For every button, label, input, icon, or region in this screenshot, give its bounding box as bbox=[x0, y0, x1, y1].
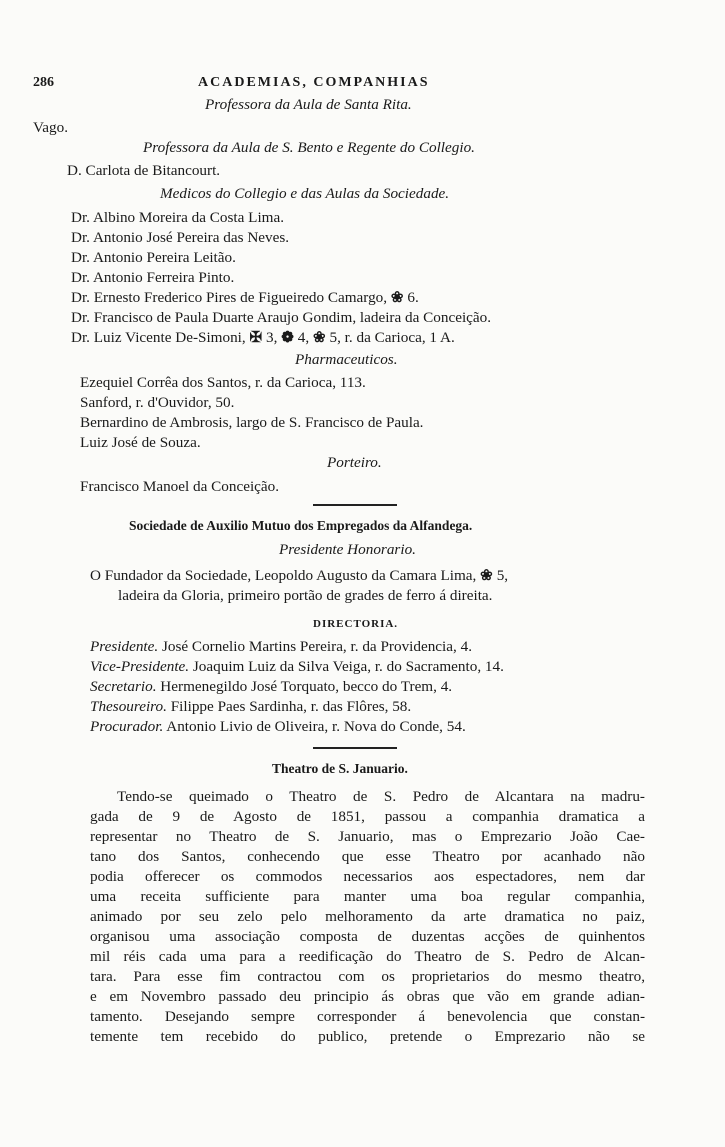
medico-item: Dr. Albino Moreira da Costa Lima. bbox=[71, 209, 285, 226]
maltese-cross-icon: ✠ bbox=[249, 329, 263, 346]
rose-order-icon: ❁ bbox=[281, 329, 294, 346]
pharmaceutico-item: Ezequiel Corrêa dos Santos, r. da Carioca, 113. bbox=[80, 374, 366, 391]
pharmaceutico-item: Luiz José de Souza. bbox=[80, 434, 201, 451]
paragraph-line: podia offerecer os commodos necessarios aos espectadores, nem dar bbox=[90, 868, 645, 885]
directoria-text: José Cornelio Martins Pereira, r. da Providencia, 4. bbox=[161, 638, 472, 655]
paragraph-line: uma receita sufficiente para manter uma boa regular companhia, bbox=[90, 888, 645, 905]
paragraph-line: representar no Theatro de S. Januario, mas o Emprezario João Cae- bbox=[90, 828, 645, 845]
paragraph-line: Tendo-se queimado o Theatro de S. Pedro de Alcantara na madru- bbox=[117, 788, 645, 805]
section-heading-sociedade: Sociedade de Auxilio Mutuo dos Empregados da Alfandega. bbox=[129, 518, 473, 533]
paragraph-line: organisou uma associação composta de duzentas acções de quinhentos bbox=[90, 928, 645, 945]
directoria-role: Thesoureiro. bbox=[90, 698, 167, 715]
paragraph-line: gada de 9 de Agosto de 1851, passou a companhia dramatica a bbox=[90, 808, 645, 825]
paragraph-line: tara. Para esse fim contractou com os proprietarios do mesmo theatro, bbox=[90, 968, 645, 985]
sao-bento-name: D. Carlota de Bitancourt. bbox=[67, 162, 221, 179]
paragraph-line: temente tem recebido do publico, pretende o Emprezario não se bbox=[90, 1028, 645, 1045]
medico-item: Dr. Antonio Ferreira Pinto. bbox=[71, 269, 235, 286]
page-number: 286 bbox=[33, 75, 54, 90]
directoria-row bbox=[90, 657, 504, 677]
medico-item: Dr. Antonio Pereira Leitão. bbox=[71, 249, 236, 266]
directoria-row bbox=[90, 697, 411, 717]
directoria-role: Secretario. bbox=[90, 678, 157, 695]
directoria-role: Presidente. bbox=[90, 638, 159, 655]
directoria-text: Hermenegildo José Torquato, becco do Trem, 4. bbox=[160, 678, 453, 695]
medico-item: Dr. Francisco de Paula Duarte Araujo Gondim, ladeira da Conceição. bbox=[71, 309, 492, 326]
directoria-row bbox=[90, 717, 466, 737]
directoria-row bbox=[90, 637, 472, 657]
medico-item-value: 3, bbox=[266, 329, 278, 346]
order-medal-icon: ❀ bbox=[480, 567, 493, 584]
section-heading-medicos: Medicos do Collegio e das Aulas da Sociedade. bbox=[160, 185, 450, 202]
honorario-line bbox=[90, 566, 508, 586]
section-heading-santa-rita: Professora da Aula de Santa Rita. bbox=[205, 96, 412, 113]
medico-item-value: 5, r. da Carioca, 1 A. bbox=[329, 329, 455, 346]
section-divider bbox=[313, 504, 397, 506]
pharmaceutico-item: Bernardino de Ambrosis, largo de S. Francisco de Paula. bbox=[80, 414, 424, 431]
honorario-tail: 5, bbox=[496, 567, 509, 584]
paragraph-line: e em Novembro passado deu principio ás obras que vão em grande adian- bbox=[90, 988, 645, 1005]
paragraph-line: tamento. Desejando sempre corresponder á benevolencia que constan- bbox=[90, 1008, 645, 1025]
directoria-text: Antonio Livio de Oliveira, r. Nova do Conde, 54. bbox=[166, 718, 466, 735]
medico-item-value: 4, bbox=[297, 329, 310, 346]
section-heading-theatro: Theatro de S. Januario. bbox=[272, 761, 408, 776]
medico-item-tail: 6. bbox=[407, 289, 419, 306]
directoria-role: Procurador. bbox=[90, 718, 164, 735]
subheading-directoria: DIRECTORIA. bbox=[313, 618, 399, 630]
section-heading-pharmaceuticos: Pharmaceuticos. bbox=[295, 351, 398, 368]
medico-item-text: Dr. Luiz Vicente De-Simoni, bbox=[71, 329, 246, 346]
pharmaceutico-item: Sanford, r. d'Ouvidor, 50. bbox=[80, 394, 235, 411]
medico-item bbox=[71, 328, 455, 348]
running-header: ACADEMIAS, COMPANHIAS bbox=[198, 75, 430, 90]
medico-item-text: Dr. Ernesto Frederico Pires de Figueiredo Camargo, bbox=[71, 289, 388, 306]
medico-item bbox=[71, 288, 419, 308]
section-heading-porteiro: Porteiro. bbox=[327, 454, 382, 471]
paragraph-line: tano dos Santos, conhecendo que esse Theatro por acanhado não bbox=[90, 848, 645, 865]
order-medal-icon: ❀ bbox=[390, 289, 404, 306]
subheading-presidente-honorario: Presidente Honorario. bbox=[279, 541, 416, 558]
section-divider bbox=[313, 747, 397, 749]
order-medal-icon: ❀ bbox=[312, 329, 326, 346]
honorario-line: ladeira da Gloria, primeiro portão de grades de ferro á direita. bbox=[118, 587, 493, 604]
paragraph-line: animado por seu zelo pelo melhoramento da arte dramatica no paiz, bbox=[90, 908, 645, 925]
section-heading-sao-bento: Professora da Aula de S. Bento e Regente do Collegio. bbox=[143, 139, 475, 156]
directoria-role: Vice-Presidente. bbox=[90, 658, 190, 675]
directoria-text: Joaquim Luiz da Silva Veiga, r. do Sacramento, 14. bbox=[192, 658, 504, 675]
honorario-text: O Fundador da Sociedade, Leopoldo Augusto da Camara Lima, bbox=[90, 567, 477, 584]
medico-item: Dr. Antonio José Pereira das Neves. bbox=[71, 229, 290, 246]
porteiro-name: Francisco Manoel da Conceição. bbox=[80, 478, 280, 495]
santa-rita-name: Vago. bbox=[33, 119, 69, 136]
directoria-text: Filippe Paes Sardinha, r. das Flôres, 58. bbox=[170, 698, 412, 715]
directoria-row bbox=[90, 677, 452, 697]
paragraph-line: mil réis cada uma para a reedificação do Theatro de S. Pedro de Alcan- bbox=[90, 948, 645, 965]
